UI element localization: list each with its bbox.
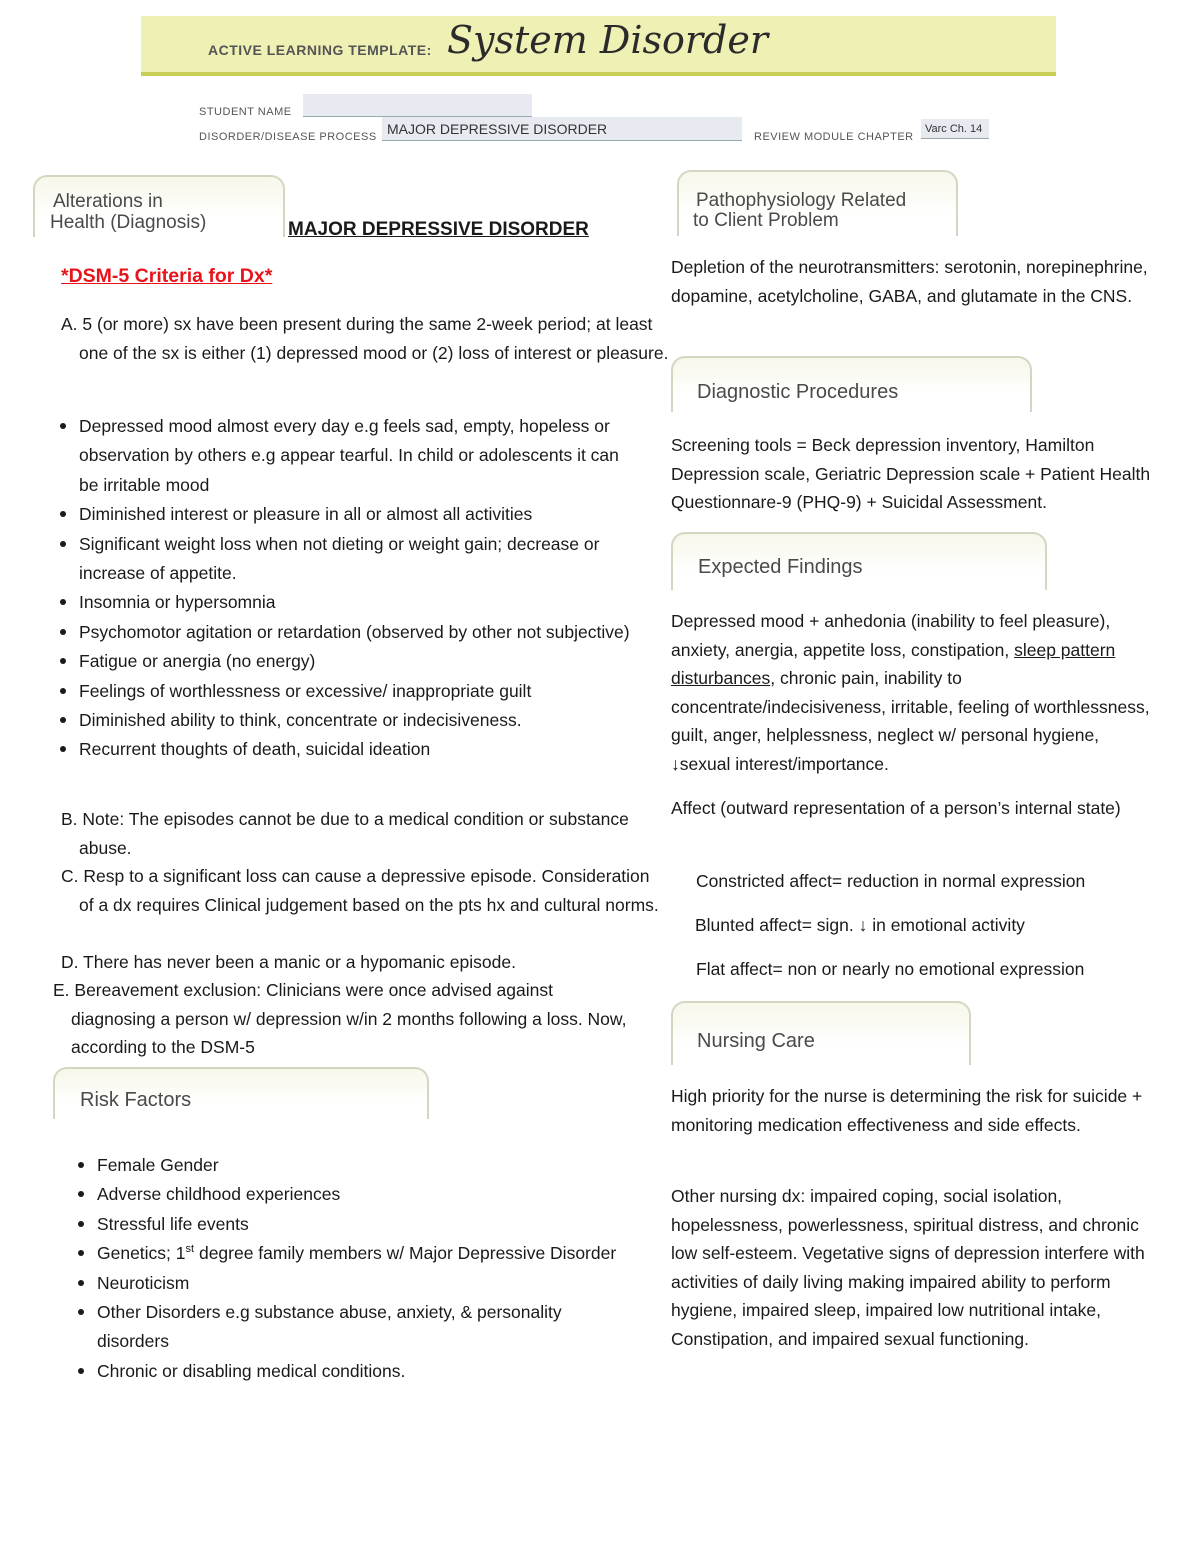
- list-item: Chronic or disabling medical conditions.: [71, 1357, 631, 1386]
- constricted-affect: Constricted affect= reduction in normal expression: [696, 871, 1086, 891]
- template-banner: [141, 16, 1056, 76]
- criterion-e: E. Bereavement exclusion: Clinicians were once advised against diagnosing a person w/ depression w/in 2 months following a loss. Now, according to the DSM-5: [53, 980, 627, 1057]
- pathophysiology-tab-line2: to Client Problem: [693, 210, 839, 231]
- nursing-care-tab: [671, 1001, 971, 1065]
- genetics-rest: degree family members w/ Major Depressive Disorder: [194, 1243, 617, 1264]
- pathophysiology-tab-line1: Pathophysiology Related: [696, 190, 907, 211]
- list-item: Female Gender: [71, 1151, 631, 1180]
- risk-factors-tab: [53, 1067, 429, 1119]
- expected-findings-text: [671, 607, 1161, 778]
- criterion-d: D. There has never been a manic or a hypomanic episode.: [61, 952, 516, 972]
- list-item: Adverse childhood experiences: [71, 1180, 631, 1209]
- list-item: Significant weight loss when not dieting or weight gain; decrease or increase of appetite.: [53, 530, 643, 589]
- criterion-c: C. Resp to a significant loss can cause a depressive episode. Consideration of a dx requires Clinical judgement based on the pts hx and cultural norms.: [61, 866, 659, 915]
- list-item: Other Disorders e.g substance abuse, anxiety, & personality disorders: [71, 1298, 631, 1357]
- alterations-tab-line2: Health (Diagnosis): [50, 212, 207, 233]
- list-item: [71, 1239, 631, 1268]
- nursing-care-tab-label: Nursing Care: [697, 1030, 815, 1052]
- list-item: Psychomotor agitation or retardation (observed by other not subjective): [53, 618, 643, 647]
- list-item: Stressful life events: [71, 1210, 631, 1239]
- risk-factors-tab-label: Risk Factors: [80, 1089, 192, 1111]
- diagnostic-tab: [671, 356, 1032, 412]
- blunted-affect: Blunted affect= sign. ↓ in emotional activity: [695, 915, 1025, 935]
- list-item: Insomnia or hypersomnia: [53, 588, 643, 617]
- chapter-field[interactable]: Varc Ch. 14: [921, 119, 989, 139]
- nursing-care-priority: High priority for the nurse is determining the risk for suicide + monitoring medication effectiveness and side effects.: [671, 1086, 1143, 1135]
- disorder-label: DISORDER/DISEASE PROCESS: [199, 131, 377, 143]
- list-item: Diminished interest or pleasure in all or almost all activities: [53, 500, 643, 529]
- pathophysiology-tab: [677, 170, 958, 236]
- nursing-care-other-dx: Other nursing dx: impaired coping, social isolation, hopelessness, powerlessness, spiritual distress, and chronic low self-esteem. Vegetative signs of depression interfere with activities of daily living making impaired ability to perform hygiene, impaired sleep, impaired low nutritional intake, Constipation, and impaired sexual functioning.: [671, 1186, 1145, 1349]
- list-item: Fatigue or anergia (no energy): [53, 647, 643, 676]
- template-title: System Disorder: [447, 18, 769, 62]
- expected-findings-tab: [671, 532, 1047, 590]
- criterion-a: A. 5 (or more) sx have been present during the same 2-week period; at least one of the sx is either (1) depressed mood or (2) loss of interest or pleasure.: [61, 314, 669, 363]
- dsm-symptom-list: [53, 412, 643, 765]
- expected-findings-tab-label: Expected Findings: [698, 556, 863, 578]
- list-item: Diminished ability to think, concentrate or indecisiveness.: [53, 706, 643, 735]
- criterion-b: B. Note: The episodes cannot be due to a medical condition or substance abuse.: [61, 809, 629, 858]
- list-item: Neuroticism: [71, 1269, 631, 1298]
- list-item: Depressed mood almost every day e.g feels sad, empty, hopeless or observation by others e.g appear tearful. In child or adolescents it can be irritable mood: [53, 412, 643, 500]
- sleep-disturbances-text: sleep pattern disturbances: [671, 639, 1116, 688]
- expected-findings-text-end: , chronic pain, inability to concentrate/indecisiveness, irritable, feeling of worthlessness, guilt, anger, helplessness, neglect w/ personal hygiene, ↓sexual interest/importance.: [671, 668, 1150, 774]
- list-item: Recurrent thoughts of death, suicidal ideation: [53, 735, 643, 764]
- dsm-criteria-title: *DSM-5 Criteria for Dx*: [61, 265, 273, 287]
- disorder-heading: MAJOR DEPRESSIVE DISORDER: [288, 219, 589, 240]
- student-name-field[interactable]: [303, 94, 532, 117]
- diagnostic-text: Screening tools = Beck depression inventory, Hamilton Depression scale, Geriatric Depression scale + Patient Health Questionnare-9 (PHQ-9) + Suicidal Assessment.: [671, 435, 1151, 512]
- chapter-label: REVIEW MODULE CHAPTER: [754, 131, 914, 143]
- risk-factors-list: [71, 1151, 631, 1386]
- affect-definition: Affect (outward representation of a person’s internal state): [671, 798, 1121, 818]
- pathophysiology-text: Depletion of the neurotransmitters: serotonin, norepinephrine, dopamine, acetylcholine, GABA, and glutamate in the CNS.: [671, 257, 1148, 306]
- template-label: ACTIVE LEARNING TEMPLATE:: [208, 42, 432, 58]
- alterations-tab: [33, 175, 285, 237]
- genetics-superscript: st: [185, 1243, 195, 1256]
- diagnostic-tab-label: Diagnostic Procedures: [697, 381, 899, 403]
- alterations-tab-line1: Alterations in: [53, 191, 163, 212]
- list-item: Feelings of worthlessness or excessive/ inappropriate guilt: [53, 677, 643, 706]
- disorder-field[interactable]: MAJOR DEPRESSIVE DISORDER: [382, 117, 742, 141]
- student-name-label: STUDENT NAME: [199, 106, 292, 118]
- flat-affect: Flat affect= non or nearly no emotional expression: [696, 959, 1085, 979]
- genetics-label: Genetics; 1: [97, 1243, 186, 1264]
- expected-findings-text-start: Depressed mood + anhedonia (inability to feel pleasure), anxiety, anergia, appetite loss, constipation,: [671, 611, 1111, 660]
